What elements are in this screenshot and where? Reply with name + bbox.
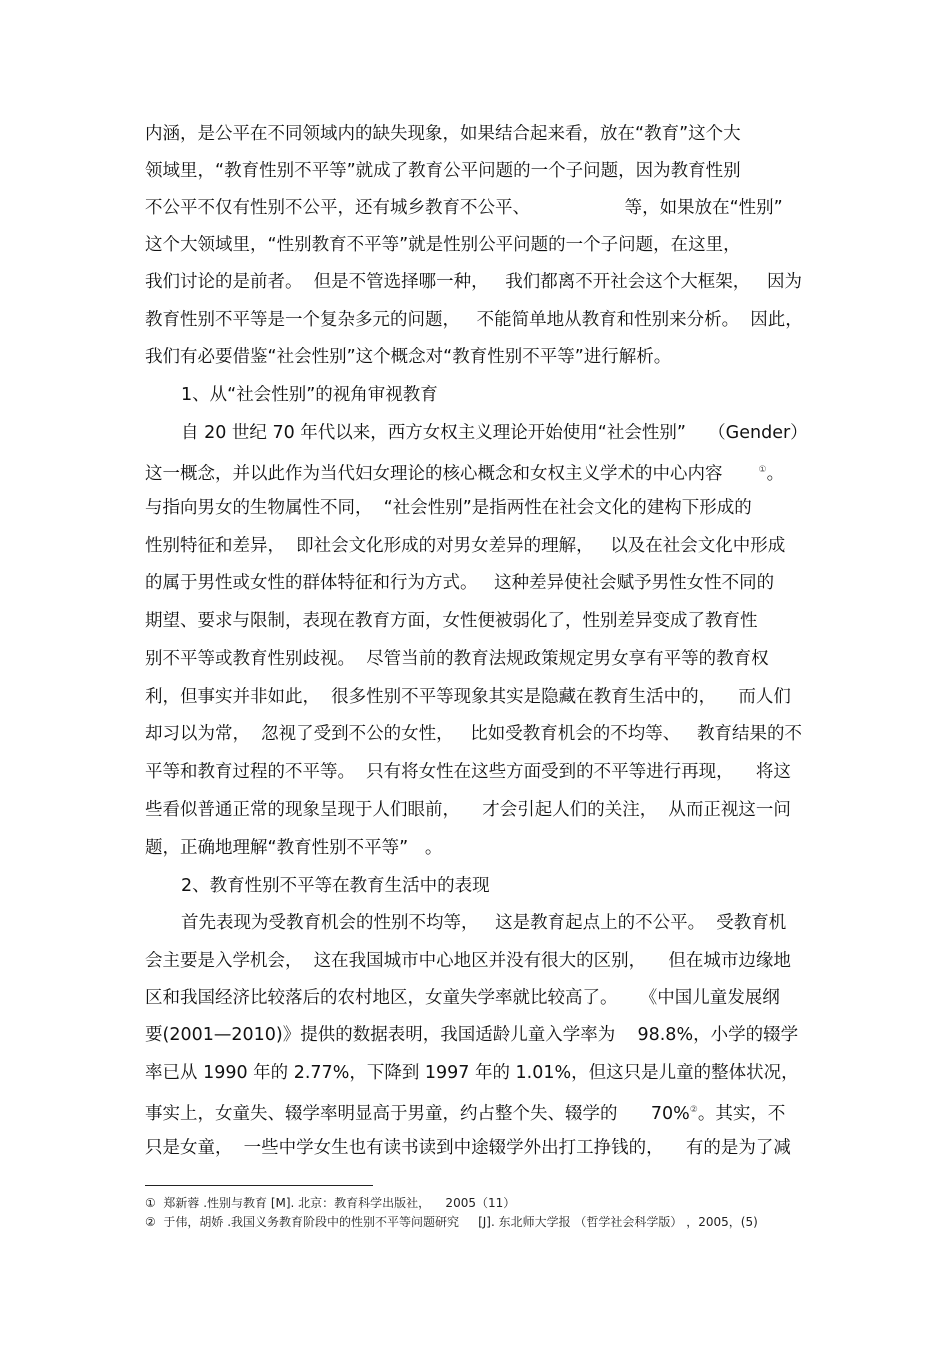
section-heading-2: 2、教育性别不平等在教育生活中的表现 [181, 876, 490, 896]
body-text-line: 教育性别不平等是一个复杂多元的问题， 不能简单地从教育和性别来分析。 因此， [145, 310, 803, 330]
body-text-line: 首先表现为受教育机会的性别不均等， 这是教育起点上的不公平。 受教育机 [181, 913, 787, 933]
body-text-line: 却习以为常， 忽视了受到不公的女性， 比如受教育机会的不均等、 教育结果的不 [145, 724, 802, 744]
footnote-2: ② 于伟，胡娇 .我国义务教育阶段中的性别不平等问题研究 [J]. 东北师大学报 （哲学社会科学版） ，2005，(5) [145, 1215, 758, 1229]
body-text-line: 性别特征和差异， 即社会文化形成的对男女差异的理解， 以及在社会文化中形成 [145, 536, 786, 556]
body-text-line: 些看似普通正常的现象呈现于人们眼前， 才会引起人们的关注， 从而正视这一问 [145, 800, 791, 820]
body-text-line: 别不平等或教育性别歧视。 尽管当前的教育法规政策规定男女享有平等的教育权 [145, 649, 769, 669]
body-text-line: 利，但事实并非如此， 很多性别不平等现象其实是隐藏在教育生活中的， 而人们 [145, 687, 791, 707]
body-text-line: 内涵，是公平在不同领域内的缺失现象，如果结合起来看，放在“教育”这个大 [145, 124, 741, 144]
section-heading-1: 1、从“社会性别”的视角审视教育 [181, 385, 438, 405]
body-text-line [145, 1099, 785, 1125]
footnote-ref-2[interactable]: ② [689, 1105, 698, 1115]
body-text-line: 这个大领域里，“性别教育不平等”就是性别公平问题的一个子问题，在这里， [145, 235, 741, 255]
body-text-line: 自 20 世纪 70 年代以来，西方女权主义理论开始使用“社会性别” （Gender） [181, 423, 808, 443]
body-text-line: 领域里，“教育性别不平等”就成了教育公平问题的一个子问题，因为教育性别 [145, 161, 741, 181]
body-text-line: 我们讨论的是前者。 但是不管选择哪一种， 我们都离不开社会这个大框架， 因为 [145, 272, 802, 292]
body-text-line: 平等和教育过程的不平等。 只有将女性在这些方面受到的不平等进行再现， 将这 [145, 762, 791, 782]
body-text-line: 只是女童， 一些中学女生也有读书读到中途辍学外出打工挣钱的， 有的是为了减 [145, 1138, 791, 1158]
footnote-separator [145, 1185, 373, 1186]
body-text-line: 与指向男女的生物属性不同， “社会性别”是指两性在社会文化的建构下形成的 [145, 498, 752, 518]
body-text-line: 期望、要求与限制，表现在教育方面，女性便被弱化了，性别差异变成了教育性 [145, 611, 758, 631]
body-text-segment: 。其实，不 [697, 1104, 786, 1124]
body-text-segment: 。 [766, 464, 785, 484]
body-text-line: 率已从 1990 年的 2.77%，下降到 1997 年的 1.01%，但这只是儿童的整体状况， [145, 1063, 799, 1083]
body-text-segment: 这一概念，并以此作为当代妇女理论的核心概念和女权主义学术的中心内容 [145, 464, 723, 484]
body-text-line: 区和我国经济比较落后的农村地区，女童失学率就比较高了。 《中国儿童发展纲 [145, 988, 780, 1008]
footnote-ref-1[interactable]: ① [758, 465, 767, 475]
body-text-line: 我们有必要借鉴“社会性别”这个概念对“教育性别不平等”进行解析。 [145, 347, 672, 367]
body-text-segment: 事实上，女童失、辍学率明显高于男童，约占整个失、辍学的 70% [145, 1104, 690, 1124]
footnote-1: ① 郑新蓉 .性别与教育 [M]. 北京：教育科学出版社， 2005（11） [145, 1196, 516, 1210]
body-text-line: 要(2001—2010)》提供的数据表明，我国适龄儿童入学率为 98.8%，小学的辍学 [145, 1025, 799, 1045]
body-text-line: 题，正确地理解“教育性别不平等” 。 [145, 838, 443, 858]
body-text-line: 的属于男性或女性的群体特征和行为方式。 这种差异使社会赋予男性女性不同的 [145, 573, 775, 593]
body-text-line: 会主要是入学机会， 这在我国城市中心地区并没有很大的区别， 但在城市边缘地 [145, 951, 791, 971]
body-text-line: 不公平不仅有性别不公平，还有城乡教育不公平、 等，如果放在“性别” [145, 198, 783, 218]
body-text-line [145, 459, 784, 485]
